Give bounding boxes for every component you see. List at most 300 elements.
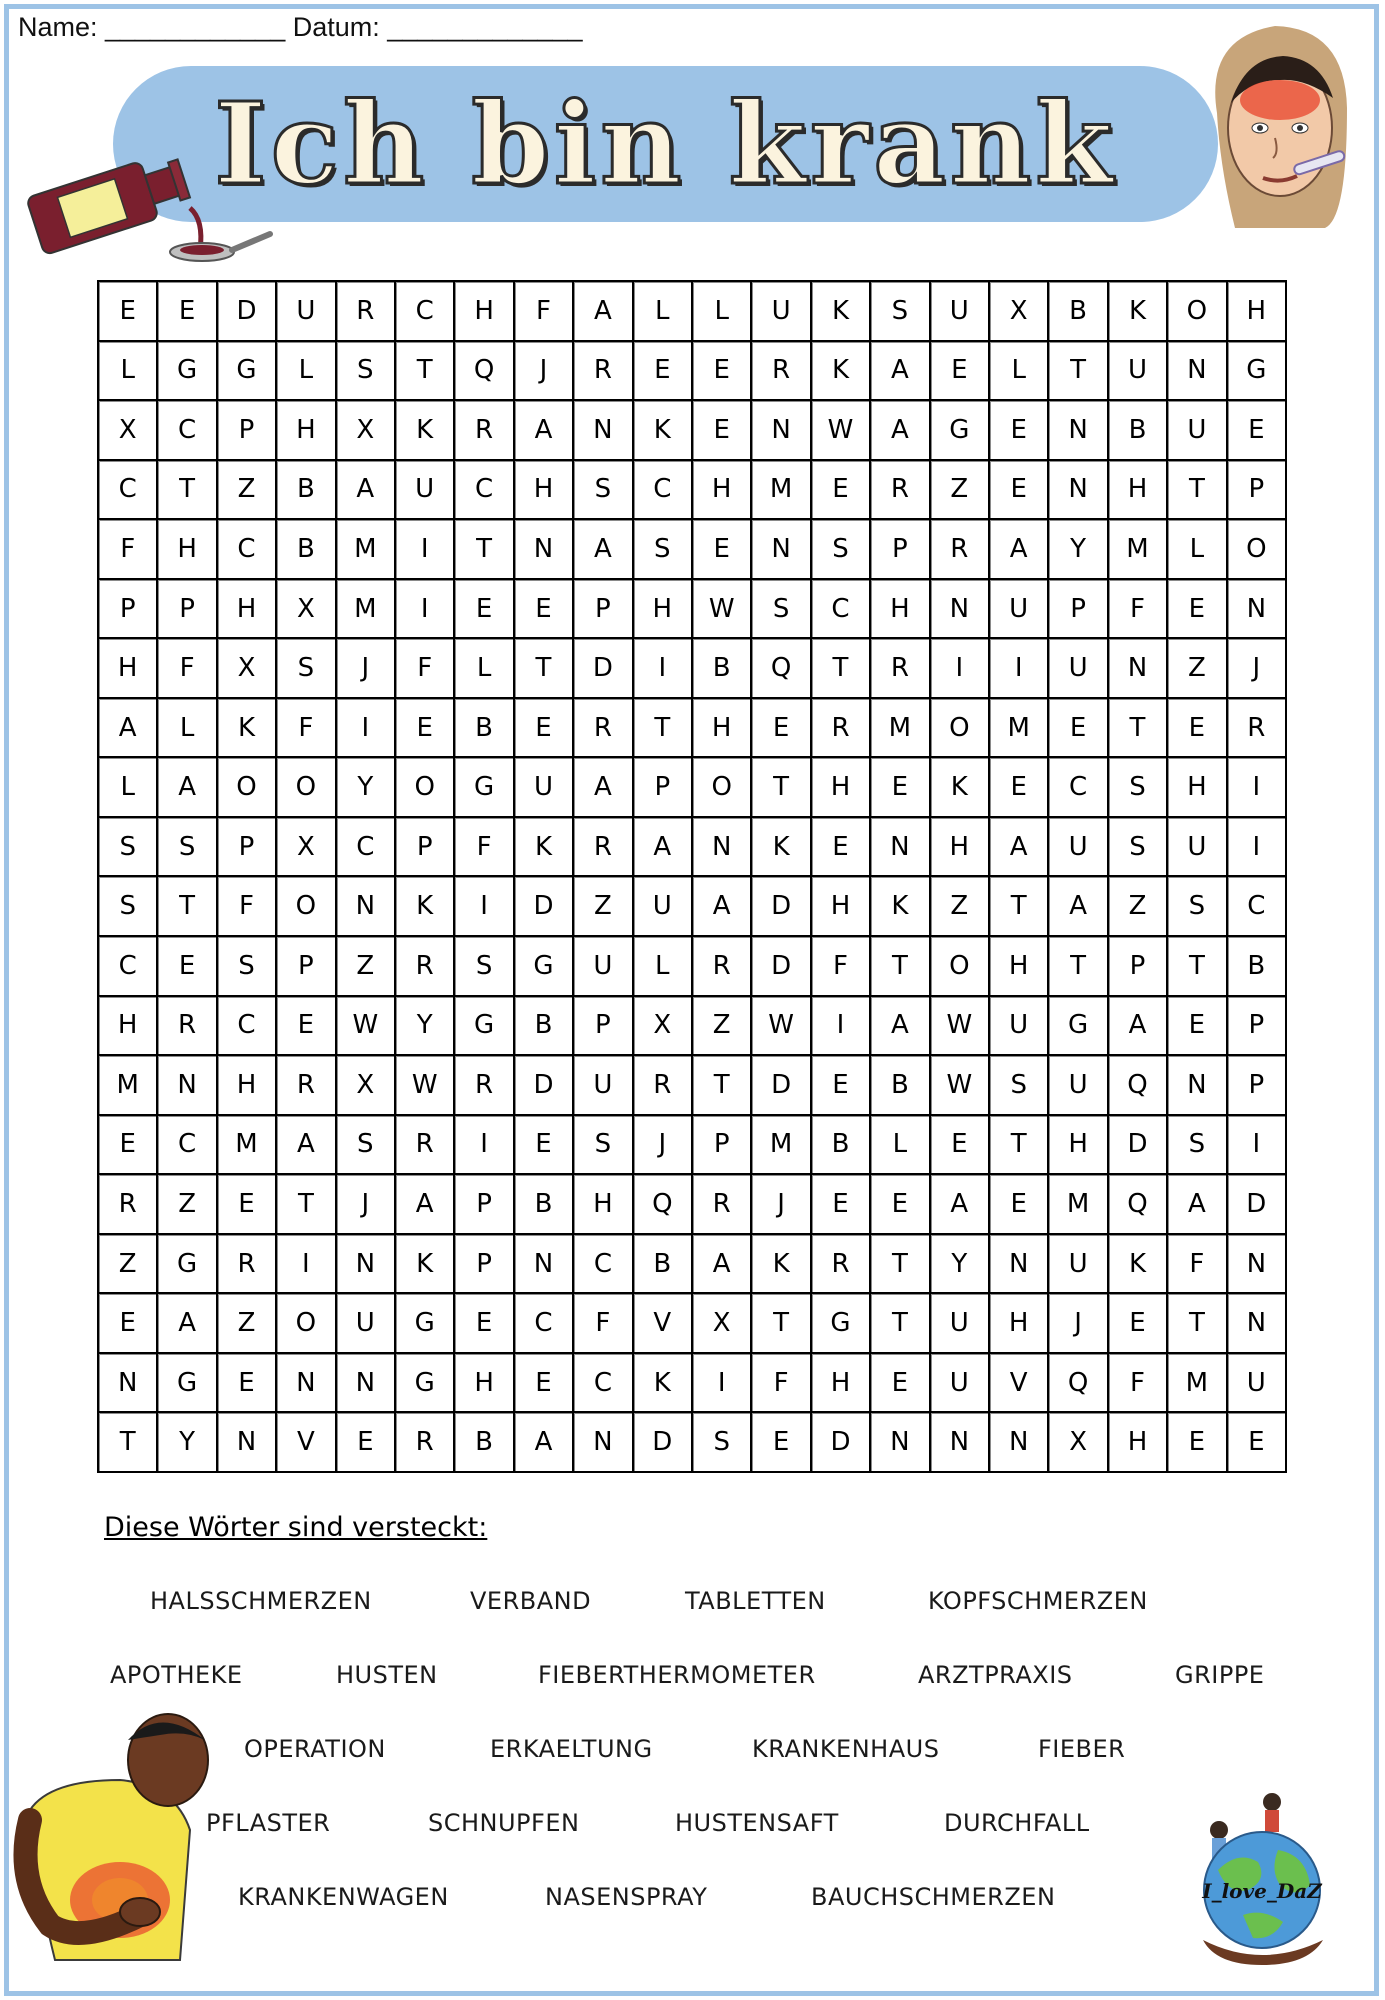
grid-cell[interactable]: S — [277, 639, 334, 697]
grid-cell[interactable]: T — [1168, 1294, 1225, 1352]
grid-cell[interactable]: C — [99, 461, 156, 519]
grid-cell[interactable]: M — [1168, 1354, 1225, 1412]
grid-cell[interactable]: N — [1168, 1056, 1225, 1114]
grid-cell[interactable]: P — [871, 520, 928, 578]
grid-cell[interactable]: U — [990, 997, 1047, 1055]
grid-cell[interactable]: O — [931, 937, 988, 995]
grid-cell[interactable]: T — [693, 1056, 750, 1114]
grid-cell[interactable]: E — [871, 1354, 928, 1412]
grid-cell[interactable]: H — [693, 461, 750, 519]
grid-cell[interactable]: N — [277, 1354, 334, 1412]
grid-cell[interactable]: Q — [1049, 1354, 1106, 1412]
grid-cell[interactable]: T — [1109, 699, 1166, 757]
grid-cell[interactable]: T — [396, 342, 453, 400]
grid-cell[interactable]: H — [1109, 461, 1166, 519]
grid-cell[interactable]: U — [931, 282, 988, 340]
grid-cell[interactable]: J — [337, 1175, 394, 1233]
grid-cell[interactable]: H — [277, 401, 334, 459]
grid-cell[interactable]: N — [1049, 401, 1106, 459]
grid-cell[interactable]: I — [277, 1235, 334, 1293]
grid-cell[interactable]: U — [337, 1294, 394, 1352]
grid-cell[interactable]: K — [515, 818, 572, 876]
grid-cell[interactable]: O — [218, 758, 275, 816]
grid-cell[interactable]: S — [693, 1413, 750, 1471]
grid-cell[interactable]: E — [990, 1175, 1047, 1233]
grid-cell[interactable]: E — [515, 580, 572, 638]
grid-cell[interactable]: I — [1228, 758, 1285, 816]
grid-cell[interactable]: G — [812, 1294, 869, 1352]
grid-cell[interactable]: U — [1049, 1235, 1106, 1293]
grid-cell[interactable]: H — [99, 997, 156, 1055]
grid-cell[interactable]: P — [574, 997, 631, 1055]
grid-cell[interactable]: S — [337, 1116, 394, 1174]
grid-cell[interactable]: B — [277, 461, 334, 519]
grid-cell[interactable]: E — [515, 1116, 572, 1174]
grid-cell[interactable]: W — [337, 997, 394, 1055]
grid-cell[interactable]: O — [931, 699, 988, 757]
grid-cell[interactable]: A — [515, 401, 572, 459]
grid-cell[interactable]: P — [1109, 937, 1166, 995]
grid-cell[interactable]: E — [990, 758, 1047, 816]
grid-cell[interactable]: T — [455, 520, 512, 578]
grid-cell[interactable]: X — [277, 818, 334, 876]
grid-cell[interactable]: R — [812, 699, 869, 757]
grid-cell[interactable]: S — [574, 461, 631, 519]
grid-cell[interactable]: A — [871, 401, 928, 459]
grid-cell[interactable]: A — [693, 877, 750, 935]
grid-cell[interactable]: E — [396, 699, 453, 757]
grid-cell[interactable]: Z — [99, 1235, 156, 1293]
grid-cell[interactable]: G — [455, 758, 512, 816]
grid-cell[interactable]: N — [574, 1413, 631, 1471]
grid-cell[interactable]: D — [752, 877, 809, 935]
grid-cell[interactable]: D — [812, 1413, 869, 1471]
grid-cell[interactable]: L — [693, 282, 750, 340]
grid-cell[interactable]: H — [455, 282, 512, 340]
grid-cell[interactable]: Y — [931, 1235, 988, 1293]
grid-cell[interactable]: B — [515, 1175, 572, 1233]
grid-cell[interactable]: T — [277, 1175, 334, 1233]
grid-cell[interactable]: E — [1109, 1294, 1166, 1352]
grid-cell[interactable]: G — [158, 1235, 215, 1293]
grid-cell[interactable]: B — [812, 1116, 869, 1174]
grid-cell[interactable]: P — [1228, 461, 1285, 519]
grid-cell[interactable]: F — [277, 699, 334, 757]
grid-cell[interactable]: E — [1168, 580, 1225, 638]
grid-cell[interactable]: H — [871, 580, 928, 638]
grid-cell[interactable]: G — [158, 1354, 215, 1412]
grid-cell[interactable]: S — [812, 520, 869, 578]
grid-cell[interactable]: C — [337, 818, 394, 876]
grid-cell[interactable]: E — [693, 401, 750, 459]
grid-cell[interactable]: A — [990, 818, 1047, 876]
grid-cell[interactable]: D — [634, 1413, 691, 1471]
grid-cell[interactable]: N — [1049, 461, 1106, 519]
grid-cell[interactable]: N — [752, 401, 809, 459]
grid-cell[interactable]: R — [693, 937, 750, 995]
grid-cell[interactable]: R — [1228, 699, 1285, 757]
grid-cell[interactable]: D — [574, 639, 631, 697]
grid-cell[interactable]: A — [574, 282, 631, 340]
grid-cell[interactable]: C — [158, 1116, 215, 1174]
grid-cell[interactable]: N — [218, 1413, 275, 1471]
grid-cell[interactable]: B — [455, 699, 512, 757]
grid-cell[interactable]: U — [1168, 818, 1225, 876]
grid-cell[interactable]: E — [1168, 997, 1225, 1055]
grid-cell[interactable]: G — [455, 997, 512, 1055]
grid-cell[interactable]: X — [99, 401, 156, 459]
grid-cell[interactable]: A — [158, 758, 215, 816]
grid-cell[interactable]: E — [812, 1056, 869, 1114]
grid-cell[interactable]: C — [634, 461, 691, 519]
grid-cell[interactable]: F — [1109, 580, 1166, 638]
grid-cell[interactable]: F — [1109, 1354, 1166, 1412]
grid-cell[interactable]: P — [218, 818, 275, 876]
grid-cell[interactable]: R — [574, 818, 631, 876]
grid-cell[interactable]: T — [752, 1294, 809, 1352]
grid-cell[interactable]: Z — [218, 1294, 275, 1352]
grid-cell[interactable]: S — [1109, 818, 1166, 876]
grid-cell[interactable]: Z — [218, 461, 275, 519]
grid-cell[interactable]: Q — [634, 1175, 691, 1233]
grid-cell[interactable]: T — [812, 639, 869, 697]
grid-cell[interactable]: F — [455, 818, 512, 876]
grid-cell[interactable]: N — [1228, 1294, 1285, 1352]
grid-cell[interactable]: O — [693, 758, 750, 816]
grid-cell[interactable]: S — [871, 282, 928, 340]
grid-cell[interactable]: E — [812, 818, 869, 876]
grid-cell[interactable]: H — [99, 639, 156, 697]
grid-cell[interactable]: N — [693, 818, 750, 876]
grid-cell[interactable]: X — [990, 282, 1047, 340]
grid-cell[interactable]: C — [1049, 758, 1106, 816]
grid-cell[interactable]: B — [1228, 937, 1285, 995]
grid-cell[interactable]: E — [634, 342, 691, 400]
grid-cell[interactable]: D — [218, 282, 275, 340]
grid-cell[interactable]: Y — [1049, 520, 1106, 578]
grid-cell[interactable]: N — [990, 1235, 1047, 1293]
grid-cell[interactable]: L — [99, 758, 156, 816]
grid-cell[interactable]: D — [515, 877, 572, 935]
grid-cell[interactable]: S — [337, 342, 394, 400]
grid-cell[interactable]: A — [396, 1175, 453, 1233]
grid-cell[interactable]: O — [277, 758, 334, 816]
grid-cell[interactable]: A — [990, 520, 1047, 578]
grid-cell[interactable]: U — [931, 1294, 988, 1352]
grid-cell[interactable]: R — [337, 282, 394, 340]
grid-cell[interactable]: M — [1109, 520, 1166, 578]
grid-cell[interactable]: G — [218, 342, 275, 400]
grid-cell[interactable]: Z — [693, 997, 750, 1055]
grid-cell[interactable]: I — [396, 520, 453, 578]
grid-cell[interactable]: H — [218, 1056, 275, 1114]
grid-cell[interactable]: H — [634, 580, 691, 638]
grid-cell[interactable]: U — [396, 461, 453, 519]
grid-cell[interactable]: T — [990, 877, 1047, 935]
grid-cell[interactable]: U — [515, 758, 572, 816]
grid-cell[interactable]: S — [99, 877, 156, 935]
grid-cell[interactable]: L — [455, 639, 512, 697]
grid-cell[interactable]: P — [455, 1175, 512, 1233]
grid-cell[interactable]: R — [812, 1235, 869, 1293]
grid-cell[interactable]: T — [158, 877, 215, 935]
grid-cell[interactable]: R — [693, 1175, 750, 1233]
grid-cell[interactable]: S — [752, 580, 809, 638]
grid-cell[interactable]: W — [396, 1056, 453, 1114]
grid-cell[interactable]: S — [218, 937, 275, 995]
grid-cell[interactable]: G — [1228, 342, 1285, 400]
grid-cell[interactable]: P — [634, 758, 691, 816]
grid-cell[interactable]: M — [871, 699, 928, 757]
grid-cell[interactable]: K — [396, 1235, 453, 1293]
grid-cell[interactable]: B — [693, 639, 750, 697]
grid-cell[interactable]: T — [871, 1235, 928, 1293]
grid-cell[interactable]: H — [990, 1294, 1047, 1352]
grid-cell[interactable]: N — [752, 520, 809, 578]
grid-cell[interactable]: N — [337, 877, 394, 935]
grid-cell[interactable]: P — [1049, 580, 1106, 638]
grid-cell[interactable]: A — [99, 699, 156, 757]
grid-cell[interactable]: E — [455, 1294, 512, 1352]
grid-cell[interactable]: Y — [158, 1413, 215, 1471]
grid-cell[interactable]: C — [396, 282, 453, 340]
grid-cell[interactable]: N — [871, 818, 928, 876]
grid-cell[interactable]: G — [515, 937, 572, 995]
grid-cell[interactable]: S — [574, 1116, 631, 1174]
grid-cell[interactable]: J — [634, 1116, 691, 1174]
grid-cell[interactable]: A — [515, 1413, 572, 1471]
grid-cell[interactable]: R — [931, 520, 988, 578]
grid-cell[interactable]: E — [218, 1354, 275, 1412]
grid-cell[interactable]: B — [455, 1413, 512, 1471]
grid-cell[interactable]: W — [931, 1056, 988, 1114]
grid-cell[interactable]: T — [871, 937, 928, 995]
grid-cell[interactable]: Y — [396, 997, 453, 1055]
grid-cell[interactable]: E — [931, 1116, 988, 1174]
grid-cell[interactable]: Z — [1109, 877, 1166, 935]
grid-cell[interactable]: G — [158, 342, 215, 400]
grid-cell[interactable]: U — [752, 282, 809, 340]
grid-cell[interactable]: X — [337, 401, 394, 459]
grid-cell[interactable]: E — [990, 461, 1047, 519]
grid-cell[interactable]: A — [277, 1116, 334, 1174]
grid-cell[interactable]: R — [574, 699, 631, 757]
grid-cell[interactable]: A — [871, 997, 928, 1055]
grid-cell[interactable]: G — [396, 1294, 453, 1352]
grid-cell[interactable]: E — [158, 937, 215, 995]
grid-cell[interactable]: E — [515, 699, 572, 757]
grid-cell[interactable]: A — [158, 1294, 215, 1352]
grid-cell[interactable]: E — [277, 997, 334, 1055]
grid-cell[interactable]: S — [990, 1056, 1047, 1114]
grid-cell[interactable]: R — [574, 342, 631, 400]
grid-cell[interactable]: E — [158, 282, 215, 340]
grid-cell[interactable]: I — [990, 639, 1047, 697]
grid-cell[interactable]: Z — [931, 461, 988, 519]
grid-cell[interactable]: L — [990, 342, 1047, 400]
grid-cell[interactable]: L — [158, 699, 215, 757]
grid-cell[interactable]: I — [396, 580, 453, 638]
grid-cell[interactable]: E — [871, 758, 928, 816]
grid-cell[interactable]: S — [1168, 1116, 1225, 1174]
grid-cell[interactable]: N — [515, 520, 572, 578]
grid-cell[interactable]: N — [158, 1056, 215, 1114]
grid-cell[interactable]: B — [1109, 401, 1166, 459]
grid-cell[interactable]: N — [515, 1235, 572, 1293]
grid-cell[interactable]: E — [99, 1294, 156, 1352]
grid-cell[interactable]: A — [871, 342, 928, 400]
grid-cell[interactable]: N — [931, 580, 988, 638]
grid-cell[interactable]: A — [931, 1175, 988, 1233]
grid-cell[interactable]: L — [1168, 520, 1225, 578]
grid-cell[interactable]: X — [337, 1056, 394, 1114]
grid-cell[interactable]: F — [218, 877, 275, 935]
grid-cell[interactable]: Q — [1109, 1056, 1166, 1114]
grid-cell[interactable]: U — [1168, 401, 1225, 459]
grid-cell[interactable]: U — [1228, 1354, 1285, 1412]
grid-cell[interactable]: B — [277, 520, 334, 578]
grid-cell[interactable]: N — [1228, 1235, 1285, 1293]
grid-cell[interactable]: C — [1228, 877, 1285, 935]
grid-cell[interactable]: R — [396, 1116, 453, 1174]
grid-cell[interactable]: R — [158, 997, 215, 1055]
name-field[interactable]: Name: ____________ — [18, 12, 286, 42]
grid-cell[interactable]: K — [752, 818, 809, 876]
grid-cell[interactable]: U — [931, 1354, 988, 1412]
grid-cell[interactable]: E — [1168, 1413, 1225, 1471]
grid-cell[interactable]: U — [277, 282, 334, 340]
grid-cell[interactable]: K — [1109, 282, 1166, 340]
grid-cell[interactable]: E — [693, 342, 750, 400]
grid-cell[interactable]: G — [396, 1354, 453, 1412]
grid-cell[interactable]: N — [99, 1354, 156, 1412]
grid-cell[interactable]: V — [277, 1413, 334, 1471]
grid-cell[interactable]: T — [1049, 937, 1106, 995]
grid-cell[interactable]: M — [1049, 1175, 1106, 1233]
grid-cell[interactable]: E — [1049, 699, 1106, 757]
grid-cell[interactable]: Z — [337, 937, 394, 995]
grid-cell[interactable]: J — [337, 639, 394, 697]
grid-cell[interactable]: C — [574, 1235, 631, 1293]
grid-cell[interactable]: H — [931, 818, 988, 876]
grid-cell[interactable]: T — [1049, 342, 1106, 400]
grid-cell[interactable]: X — [634, 997, 691, 1055]
grid-cell[interactable]: Z — [1168, 639, 1225, 697]
grid-cell[interactable]: S — [1109, 758, 1166, 816]
grid-cell[interactable]: P — [1228, 997, 1285, 1055]
grid-cell[interactable]: Z — [574, 877, 631, 935]
grid-cell[interactable]: E — [752, 1413, 809, 1471]
grid-cell[interactable]: I — [812, 997, 869, 1055]
grid-cell[interactable]: E — [812, 1175, 869, 1233]
grid-cell[interactable]: X — [1049, 1413, 1106, 1471]
grid-cell[interactable]: K — [218, 699, 275, 757]
grid-cell[interactable]: M — [337, 580, 394, 638]
grid-cell[interactable]: M — [990, 699, 1047, 757]
grid-cell[interactable]: M — [752, 461, 809, 519]
grid-cell[interactable]: K — [812, 282, 869, 340]
grid-cell[interactable]: R — [396, 937, 453, 995]
grid-cell[interactable]: O — [277, 877, 334, 935]
grid-cell[interactable]: L — [99, 342, 156, 400]
grid-cell[interactable]: T — [515, 639, 572, 697]
grid-cell[interactable]: L — [277, 342, 334, 400]
grid-cell[interactable]: X — [277, 580, 334, 638]
grid-cell[interactable]: E — [990, 401, 1047, 459]
grid-cell[interactable]: F — [99, 520, 156, 578]
grid-cell[interactable]: P — [455, 1235, 512, 1293]
grid-cell[interactable]: H — [693, 699, 750, 757]
grid-cell[interactable]: T — [871, 1294, 928, 1352]
grid-cell[interactable]: D — [515, 1056, 572, 1114]
grid-cell[interactable]: R — [455, 401, 512, 459]
grid-cell[interactable]: Z — [931, 877, 988, 935]
grid-cell[interactable]: R — [277, 1056, 334, 1114]
date-field[interactable]: Datum: _____________ — [292, 12, 583, 42]
grid-cell[interactable]: G — [1049, 997, 1106, 1055]
grid-cell[interactable]: T — [1168, 937, 1225, 995]
grid-cell[interactable]: J — [752, 1175, 809, 1233]
grid-cell[interactable]: G — [931, 401, 988, 459]
grid-cell[interactable]: E — [693, 520, 750, 578]
grid-cell[interactable]: T — [752, 758, 809, 816]
grid-cell[interactable]: C — [455, 461, 512, 519]
grid-cell[interactable]: H — [218, 580, 275, 638]
grid-cell[interactable]: E — [515, 1354, 572, 1412]
grid-cell[interactable]: L — [634, 282, 691, 340]
grid-cell[interactable]: I — [455, 877, 512, 935]
grid-cell[interactable]: C — [99, 937, 156, 995]
grid-cell[interactable]: D — [752, 937, 809, 995]
grid-cell[interactable]: F — [396, 639, 453, 697]
grid-cell[interactable]: U — [990, 580, 1047, 638]
grid-cell[interactable]: A — [337, 461, 394, 519]
grid-cell[interactable]: E — [1228, 401, 1285, 459]
grid-cell[interactable]: J — [1228, 639, 1285, 697]
grid-cell[interactable]: P — [1228, 1056, 1285, 1114]
grid-cell[interactable]: C — [218, 520, 275, 578]
grid-cell[interactable]: I — [634, 639, 691, 697]
grid-cell[interactable]: O — [277, 1294, 334, 1352]
grid-cell[interactable]: L — [871, 1116, 928, 1174]
grid-cell[interactable]: H — [990, 937, 1047, 995]
grid-cell[interactable]: B — [515, 997, 572, 1055]
grid-cell[interactable]: W — [752, 997, 809, 1055]
grid-cell[interactable]: B — [871, 1056, 928, 1114]
grid-cell[interactable]: H — [1109, 1413, 1166, 1471]
grid-cell[interactable]: V — [634, 1294, 691, 1352]
grid-cell[interactable]: X — [693, 1294, 750, 1352]
grid-cell[interactable]: U — [1109, 342, 1166, 400]
grid-cell[interactable]: S — [455, 937, 512, 995]
grid-cell[interactable]: T — [99, 1413, 156, 1471]
grid-cell[interactable]: K — [931, 758, 988, 816]
grid-cell[interactable]: J — [515, 342, 572, 400]
grid-cell[interactable]: F — [812, 937, 869, 995]
grid-cell[interactable]: F — [515, 282, 572, 340]
grid-cell[interactable]: W — [812, 401, 869, 459]
grid-cell[interactable]: P — [693, 1116, 750, 1174]
grid-cell[interactable]: C — [812, 580, 869, 638]
grid-cell[interactable]: K — [634, 401, 691, 459]
grid-cell[interactable]: K — [752, 1235, 809, 1293]
grid-cell[interactable]: U — [1049, 639, 1106, 697]
grid-cell[interactable]: H — [812, 758, 869, 816]
grid-cell[interactable]: O — [396, 758, 453, 816]
grid-cell[interactable]: U — [574, 937, 631, 995]
grid-cell[interactable]: U — [1049, 1056, 1106, 1114]
grid-cell[interactable]: R — [634, 1056, 691, 1114]
